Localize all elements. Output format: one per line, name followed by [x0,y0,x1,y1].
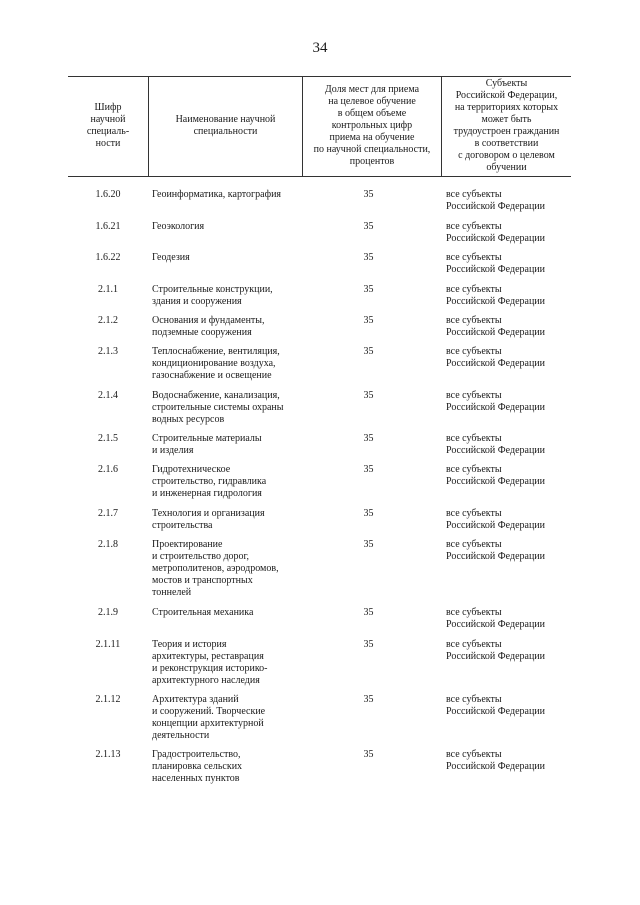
specialty-name [152,346,302,382]
specialty-name [152,390,302,426]
federation-subjects [446,694,571,718]
header-line: в соответствии [474,138,539,149]
specialty-name-line: и строительство дорог, [152,551,250,562]
specialty-code: 2.1.13 [95,749,121,760]
specialty-name-line: населенных пунктов [152,773,240,784]
specialty-name-line: газоснабжение и освещение [152,370,272,381]
specialty-name-line: строительства [152,520,213,531]
specialty-name [152,539,302,599]
federation-subjects-line: все субъекты [446,508,502,519]
federation-subjects-line: Российской Федерации [446,327,546,338]
specialty-name-line: мостов и транспортных [152,575,253,586]
specialty-name [152,694,302,742]
specialty-name-line: Гидротехническое [152,464,231,475]
specialty-name [152,221,302,233]
specialty-code: 2.1.1 [98,284,118,295]
target-share: 35 [363,694,374,705]
header-line: специальности [193,126,258,137]
specialty-name-line: Проектирование [152,539,223,550]
federation-subjects-line: все субъекты [446,390,502,401]
federation-subjects-line: все субъекты [446,346,502,357]
federation-subjects-line: все субъекты [446,749,502,760]
header-line: научной [90,114,126,125]
federation-subjects [446,189,571,213]
specialty-name-line: и реконструкция историко- [152,663,268,674]
header-line: в общем объеме [337,108,407,119]
target-share: 35 [363,252,374,263]
federation-subjects-line: Российской Федерации [446,201,546,212]
federation-subjects-line: Российской Федерации [446,651,546,662]
specialty-name-line: деятельности [152,730,210,741]
specialty-name [152,639,302,687]
header-line: специаль- [86,126,130,137]
header-line: Шифр [94,102,122,113]
specialty-name [152,508,302,532]
target-share: 35 [363,284,374,295]
federation-subjects [446,315,571,339]
specialty-name [152,284,302,308]
header-line: процентов [349,156,395,167]
specialty-name-line: Геоэкология [152,221,205,232]
federation-subjects [446,508,571,532]
header-name [149,76,302,176]
specialty-name [152,252,302,264]
specialty-name [152,189,302,201]
specialty-code: 2.1.7 [98,508,118,519]
federation-subjects-line: Российской Федерации [446,476,546,487]
specialty-code: 2.1.8 [98,539,118,550]
header-share [303,76,441,176]
header-line: трудоустроен гражданин [453,126,560,137]
header-line: может быть [481,114,532,125]
specialty-name-line: архитектуры, реставрация [152,651,264,662]
federation-subjects [446,749,571,773]
federation-subjects [446,346,571,370]
federation-subjects [446,464,571,488]
header-line: обучении [486,162,527,173]
federation-subjects-line: Российской Федерации [446,761,546,772]
federation-subjects-line: все субъекты [446,639,502,650]
target-share: 35 [363,639,374,650]
federation-subjects-line: Российской Федерации [446,520,546,531]
header-line: приема на обучение [329,132,415,143]
specialty-code: 2.1.3 [98,346,118,357]
federation-subjects [446,639,571,663]
federation-subjects-line: Российской Федерации [446,706,546,717]
specialty-name-line: и изделия [152,445,194,456]
header-line: ности [95,138,121,149]
federation-subjects-line: Российской Федерации [446,619,546,630]
specialty-name-line: подземные сооружения [152,327,252,338]
specialty-name [152,749,302,785]
specialty-name-line: строительство, гидравлика [152,476,267,487]
specialty-code: 2.1.4 [98,390,118,401]
federation-subjects-line: Российской Федерации [446,445,546,456]
specialty-name-line: Градостроительство, [152,749,241,760]
header-line: Российской Федерации, [455,90,558,101]
federation-subjects-line: все субъекты [446,284,502,295]
specialty-code: 1.6.21 [95,221,121,232]
header-line: Наименование научной [175,114,276,125]
federation-subjects [446,539,571,563]
specialty-name-line: Строительная механика [152,607,254,618]
specialty-name-line: здания и сооружения [152,296,242,307]
header-line: контрольных цифр [331,120,413,131]
specialty-name-line: Технология и организация [152,508,265,519]
specialty-name [152,464,302,500]
federation-subjects-line: Российской Федерации [446,264,546,275]
specialty-name-line: Строительные материалы [152,433,262,444]
header-code [68,76,148,176]
specialty-name-line: Теория и история [152,639,227,650]
federation-subjects-line: все субъекты [446,252,502,263]
target-share: 35 [363,221,374,232]
specialty-name-line: Геоинформатика, картография [152,189,282,200]
federation-subjects-line: все субъекты [446,464,502,475]
specialty-code: 2.1.12 [95,694,121,705]
specialty-code: 2.1.5 [98,433,118,444]
specialty-name-line: метрополитенов, аэродромов, [152,563,279,574]
specialty-name-line: Основания и фундаменты, [152,315,265,326]
specialty-name [152,433,302,457]
specialty-name-line: Строительные конструкции, [152,284,273,295]
target-share: 35 [363,390,374,401]
specialty-code: 1.6.22 [95,252,121,263]
specialty-code: 2.1.11 [95,639,121,650]
specialty-name-line: концепции архитектурной [152,718,264,729]
federation-subjects-line: Российской Федерации [446,551,546,562]
specialty-name [152,315,302,339]
target-share: 35 [363,433,374,444]
specialty-name-line: тоннелей [152,587,192,598]
federation-subjects-line: все субъекты [446,539,502,550]
federation-subjects-line: все субъекты [446,607,502,618]
target-share: 35 [363,315,374,326]
federation-subjects-line: все субъекты [446,315,502,326]
target-share: 35 [363,749,374,760]
specialty-code: 2.1.2 [98,315,118,326]
specialty-name-line: строительные системы охраны [152,402,284,413]
federation-subjects-line: все субъекты [446,189,502,200]
specialty-name-line: кондиционирование воздуха, [152,358,276,369]
specialty-name-line: и инженерная гидрология [152,488,262,499]
header-line: на территориях которых [454,102,559,113]
target-share: 35 [363,508,374,519]
federation-subjects-line: Российской Федерации [446,233,546,244]
federation-subjects [446,252,571,276]
header-line: с договором о целевом [458,150,555,161]
federation-subjects [446,433,571,457]
header-line: Субъекты [485,78,528,89]
federation-subjects [446,284,571,308]
specialty-name [152,607,302,619]
specialty-name-line: Теплоснабжение, вентиляция, [152,346,280,357]
specialty-name-line: Архитектура зданий [152,694,239,705]
federation-subjects-line: Российской Федерации [446,402,546,413]
specialty-name-line: архитектурного наследия [152,675,260,686]
specialty-name-line: и сооружений. Творческие [152,706,266,717]
specialty-code: 1.6.20 [95,189,121,200]
specialty-code: 2.1.6 [98,464,118,475]
target-share: 35 [363,189,374,200]
federation-subjects [446,607,571,631]
target-share: 35 [363,464,374,475]
page-number: 34 [312,40,328,56]
target-share: 35 [363,539,374,550]
specialty-name-line: планировка сельских [152,761,243,772]
federation-subjects-line: все субъекты [446,221,502,232]
federation-subjects-line: все субъекты [446,433,502,444]
header-line: Доля мест для приема [324,84,420,95]
federation-subjects-line: все субъекты [446,694,502,705]
header-line: по научной специальности, [313,144,431,155]
specialty-name-line: водных ресурсов [152,414,225,425]
target-share: 35 [363,607,374,618]
table-header-rule [68,176,571,177]
specialty-name-line: Водоснабжение, канализация, [152,390,280,401]
federation-subjects-line: Российской Федерации [446,296,546,307]
target-share: 35 [363,346,374,357]
specialty-code: 2.1.9 [98,607,118,618]
federation-subjects [446,221,571,245]
federation-subjects-line: Российской Федерации [446,358,546,369]
header-subjects [442,76,571,176]
specialty-name-line: Геодезия [152,252,190,263]
federation-subjects [446,390,571,414]
header-line: на целевое обучение [328,96,416,107]
